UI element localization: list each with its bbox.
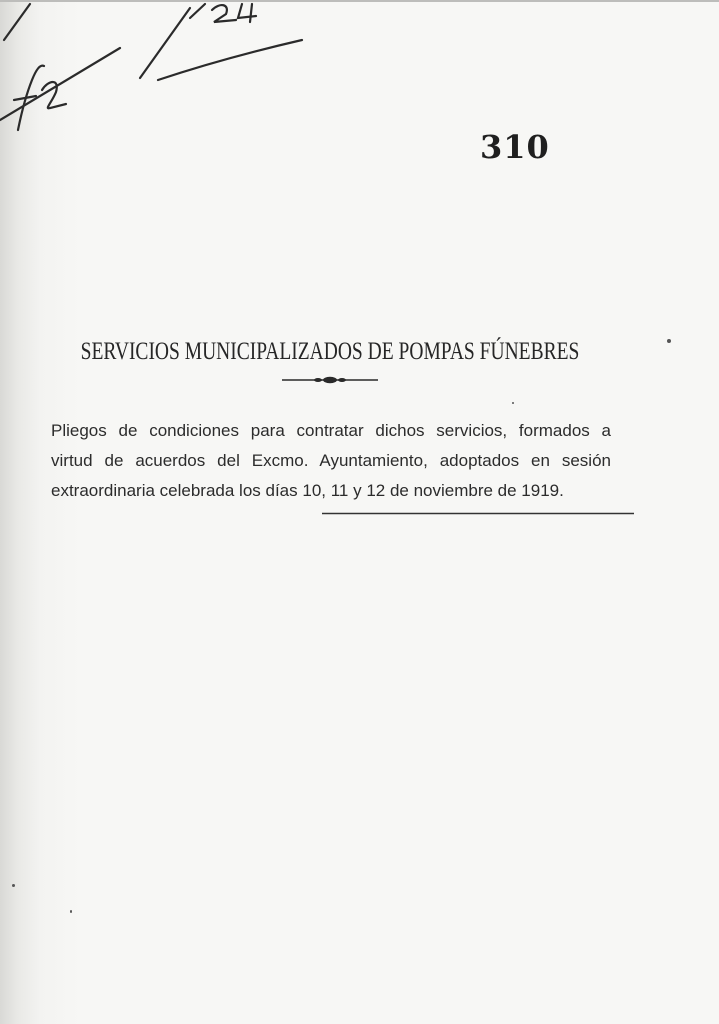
body-line-2: virtud de acuerdos del Excmo. Ayuntamiento, adoptados en sesión — [51, 451, 611, 470]
ink-speck — [667, 339, 671, 343]
body-line-3: extraordinaria celebrada los días 10, 11 y 12 de noviembre de 1919. — [51, 481, 564, 500]
ornament-divider — [282, 374, 378, 386]
page-number: 310 — [480, 128, 550, 166]
ink-speck — [512, 402, 514, 404]
ink-speck — [70, 910, 72, 913]
underline-rule — [322, 512, 634, 515]
document-heading: SERVICIOS MUNICIPALIZADOS DE POMPAS FÚNEBRES — [80, 338, 580, 365]
ink-speck — [12, 884, 15, 887]
body-line-1: Pliegos de condiciones para contratar dichos servicios, formados a — [51, 421, 611, 440]
handwritten-annotation — [0, 0, 330, 140]
body-paragraph — [51, 416, 611, 506]
